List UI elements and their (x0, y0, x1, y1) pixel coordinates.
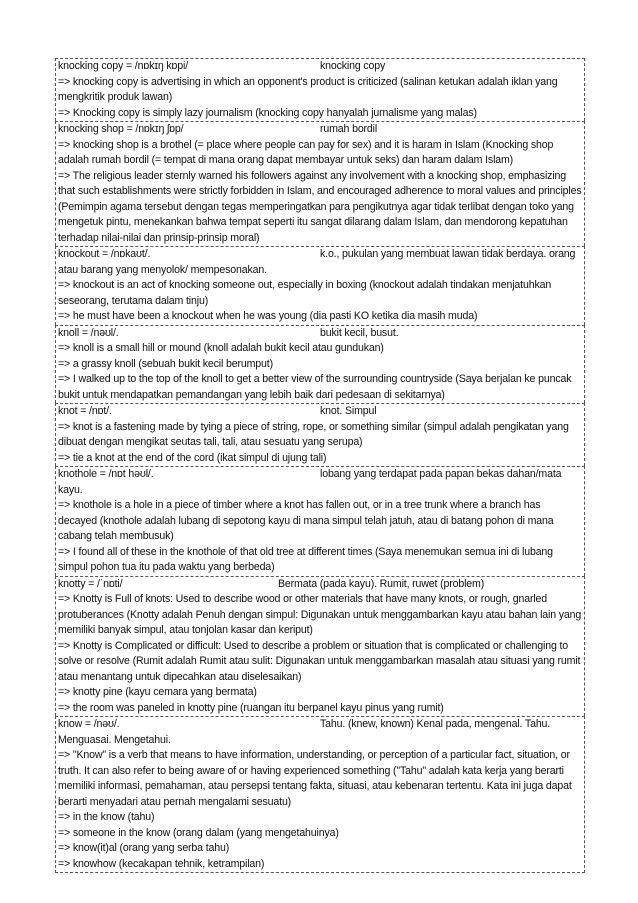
entry-example: => I found all of these in the knothole of that old tree at different times (Saya menemukan semua ini di lubang simpul pohon tua itu pada waktu yang berbeda) (58, 545, 553, 573)
entry-headword: knocking shop = /nɒkɪŋ ʃɒp/ (58, 123, 184, 135)
entry-example: => know(it)al (orang yang serba tahu) (58, 842, 230, 854)
entry-example: => knothole is a hole in a piece of timber where a knot has fallen out, or in a tree trunk where a branch has decayed (knothole adalah lubang di sepotong kayu di mana simpul telah jatuh, atau di batang pohon di mana cabang telah membusuk) (58, 499, 554, 542)
entry-meaning: knot. Simpul (320, 405, 377, 417)
entry-example: => he must have been a knockout when he was young (dia pasti KO ketika dia masih muda) (58, 310, 478, 322)
entry-headword-line (58, 467, 582, 498)
entry-meaning: Tahu. (knew, known) Kenal pada, mengenal. Tahu. Menguasai. Mengetahui. (58, 718, 551, 746)
dictionary-entry (55, 325, 585, 404)
entry-headword-line (58, 577, 582, 593)
entry-example: => the room was paneled in knotty pine (ruangan itu berpanel kayu pinus yang rumit) (58, 701, 444, 714)
entry-example: => someone in the know (orang dalam (yang mengetahuinya) (58, 826, 339, 839)
dictionary-entry (55, 716, 585, 873)
entry-headword: knocking copy = /nɒkɪŋ kɒpi/ (58, 60, 189, 72)
dictionary-entry (55, 466, 585, 576)
entry-example: => Knotty is Full of knots: Used to describe wood or other materials that have many knots, or rough, gnarled protuberances (Knotty adalah Penuh dengan simpul: Digunakan untuk menggambarkan kayu atau bahan lain yang memiliki banyak simpul, atau tonjolan kasar dan keriput) (58, 593, 582, 636)
entry-example: => a grassy knoll (sebuah bukit kecil berumput) (58, 357, 273, 370)
entry-example: => The religious leader sternly warned his followers against any involvement with a knocking shop, emphasizing that such establishments were strictly forbidden in Islam, and encouraged adherence to moral values and principles (Pemimpin agama tersebut dengan tegas memperingatkan para pengikutnya agar tidak terlibat dengan toko yang mengetuk pintu, menekankan bahwa tempat seperti itu sangat dilarang dalam Islam, dan mendorong kepatuhan terhadap nilai-nilai dan prinsip-prinsip moral) (58, 169, 582, 244)
entry-example: => Knocking copy is simply lazy journalism (knocking copy hanyalah jurnalisme yang malas) (58, 106, 477, 119)
entry-example: => knockout is an act of knocking someone out, especially in boxing (knockout adalah tindakan menjatuhkan seseorang, terutama dalam tinju) (58, 279, 552, 307)
entry-headword-line (58, 326, 582, 342)
entry-headword: knotty = /ˈnɒti/ (58, 577, 123, 590)
entry-headword-line (58, 717, 582, 748)
entry-headword: knoll = /nəʊl/. (58, 326, 119, 339)
entry-example: => "Know" is a verb that means to have information, understanding, or perception of a particular fact, situation, or truth. It can also refer to being aware of or having experienced something ("Tahu" adalah kata kerja yang berarti memiliki informasi, pemahaman, atau persepsi tentang fakta, situasi, atau kebenaran tertentu. Kata ini juga dapat berarti menyadari atau pernah mengalami sesuatu) (58, 749, 572, 808)
entry-headword-line (58, 59, 582, 75)
entry-example: => I walked up to the top of the knoll to get a better view of the surrounding countryside (Saya berjalan ke puncak bukit untuk mendapatkan pemandangan yang lebih baik dari pedesaan di sekitarnya) (58, 373, 572, 401)
entry-headword: knot = /nɒt/. (58, 405, 112, 417)
entry-example: => knot is a fastening made by tying a piece of string, rope, or something similar (simpul adalah pengikatan yang dibuat dengan mengikat seutas tali, tali, atau sesuatu yang serupa) (58, 420, 569, 448)
entry-meaning: knocking copy (320, 60, 386, 72)
entry-example: => knotty pine (kayu cemara yang bermata) (58, 686, 257, 698)
entry-example: => knoll is a small hill or mound (knoll adalah bukit kecil atau gundukan) (58, 342, 384, 354)
entry-meaning: rumah bordil (320, 123, 378, 135)
dictionary-entry (55, 121, 585, 246)
dictionary-entry (55, 403, 585, 466)
dictionary-entry (55, 58, 585, 121)
entry-headword: knockout = /nɒkaʊt/. (58, 248, 151, 260)
entry-example: => Knotty is Complicated or difficult: Used to describe a problem or situation that is complicated or challenging to solve or resolve (Rumit adalah Rumit atau sulit: Digunakan untuk menggambarkan masalah atau situasi yang rumit atau menantang untuk dipecahkan atau diselesaikan) (58, 639, 581, 683)
dictionary-page (55, 58, 585, 873)
entry-headword: know = /nəʊ/. (58, 718, 120, 730)
entry-headword-line (58, 247, 582, 278)
entry-meaning: lobang yang terdapat pada papan bekas dahan/mata kayu. (58, 468, 562, 496)
entry-meaning: k.o., pukulan yang membuat lawan tidak berdaya. orang atau barang yang menyolok/ mempesonakan. (58, 248, 576, 276)
entry-meaning: Bermata (pada kayu). Rumit, ruwet (problem) (278, 577, 485, 590)
dictionary-entry (55, 576, 585, 717)
entry-example: => knowhow (kecakapan tehnik, ketrampilan) (58, 857, 265, 870)
dictionary-entry (55, 246, 585, 325)
entry-meaning: bukit kecil, busut. (320, 326, 399, 339)
entry-headword: knothole = /nɒt həʊl/. (58, 468, 154, 480)
entry-example: => in the know (tahu) (58, 811, 155, 823)
entry-example: => knocking copy is advertising in which an opponent's product is criticized (salinan ketukan adalah iklan yang mengkritik produk lawan) (58, 75, 558, 103)
entry-example: => knocking shop is a brothel (= place where people can pay for sex) and it is haram in Islam (Knocking shop adalah rumah bordil (= tempat di mana orang dapat membayar untuk seks) dan haram dalam Islam) (58, 138, 554, 166)
entry-headword-line (58, 404, 582, 420)
entry-example: => tie a knot at the end of the cord (ikat simpul di ujung tali) (58, 451, 327, 464)
entry-headword-line (58, 122, 582, 138)
